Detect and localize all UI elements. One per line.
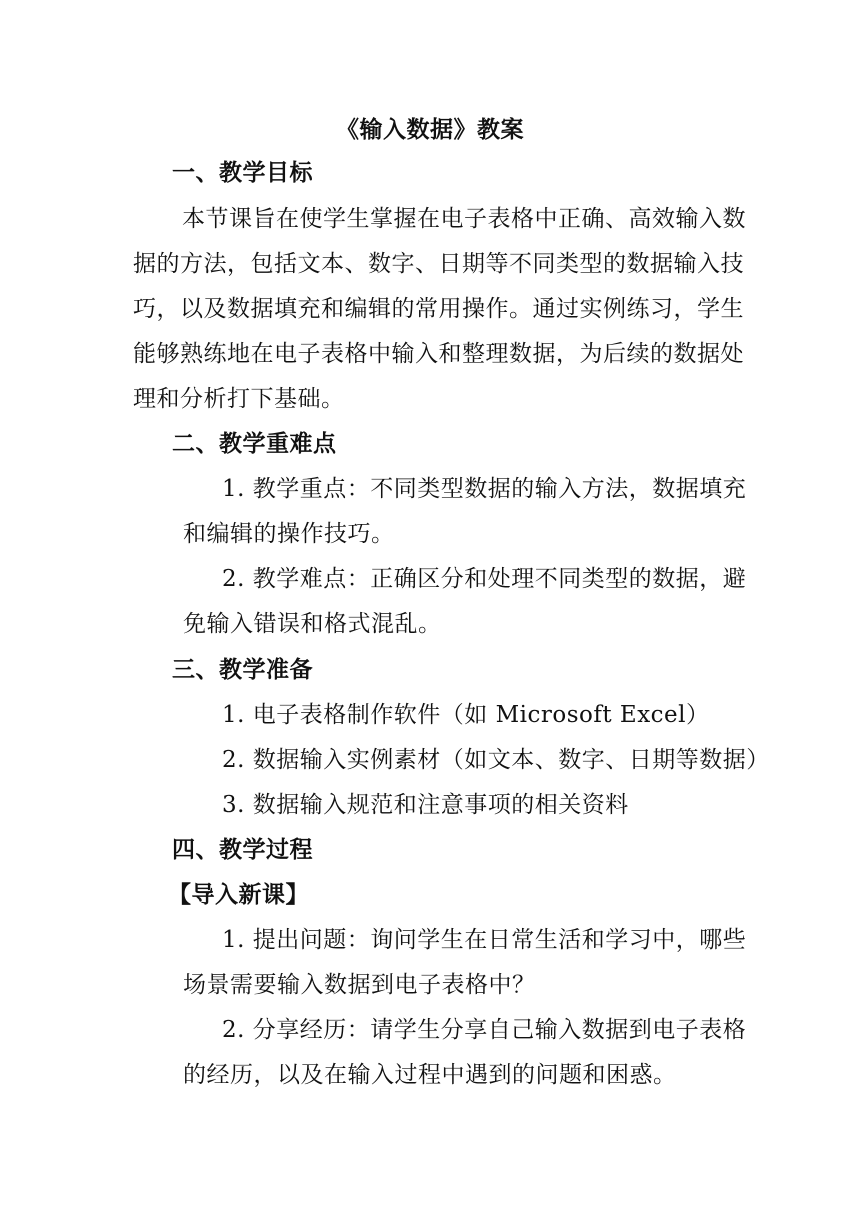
process-item-2-line-1: 2. 分享经历：请学生分享自己输入数据到电子表格 xyxy=(222,1017,747,1043)
key-point-2-line-1: 2. 教学难点：正确区分和处理不同类型的数据，避 xyxy=(222,566,747,592)
process-subheading: 【导入新课】 xyxy=(168,882,309,908)
key-point-2-line-2: 免输入错误和格式混乱。 xyxy=(183,611,442,637)
preparation-item-2: 2. 数据输入实例素材（如文本、数字、日期等数据） xyxy=(222,747,770,773)
preparation-item-3: 3. 数据输入规范和注意事项的相关资料 xyxy=(222,792,629,818)
preparation-item-1: 1. 电子表格制作软件（如 Microsoft Excel） xyxy=(222,702,710,728)
process-item-2-line-2: 的经历，以及在输入过程中遇到的问题和困惑。 xyxy=(183,1062,677,1088)
document-title: 《输入数据》教案 xyxy=(336,117,524,143)
objectives-paragraph-line-3: 巧，以及数据填充和编辑的常用操作。通过实例练习，学生 xyxy=(133,296,744,322)
section-heading-key-points: 二、教学重难点 xyxy=(172,431,337,457)
process-item-1-line-2: 场景需要输入数据到电子表格中？ xyxy=(183,972,536,998)
section-heading-process: 四、教学过程 xyxy=(172,837,313,863)
key-point-1-line-1: 1. 教学重点：不同类型数据的输入方法，数据填充 xyxy=(222,476,747,502)
process-item-1-line-1: 1. 提出问题：询问学生在日常生活和学习中，哪些 xyxy=(222,927,747,953)
key-point-1-line-2: 和编辑的操作技巧。 xyxy=(183,521,395,547)
objectives-paragraph-line-5: 理和分析打下基础。 xyxy=(133,386,345,412)
objectives-paragraph-line-1: 本节课旨在使学生掌握在电子表格中正确、高效输入数 xyxy=(182,206,746,232)
objectives-paragraph-line-4: 能够熟练地在电子表格中输入和整理数据，为后续的数据处 xyxy=(133,341,744,367)
objectives-paragraph-line-2: 据的方法，包括文本、数字、日期等不同类型的数据输入技 xyxy=(133,251,744,277)
section-heading-objectives: 一、教学目标 xyxy=(172,160,313,186)
section-heading-preparation: 三、教学准备 xyxy=(172,657,313,683)
